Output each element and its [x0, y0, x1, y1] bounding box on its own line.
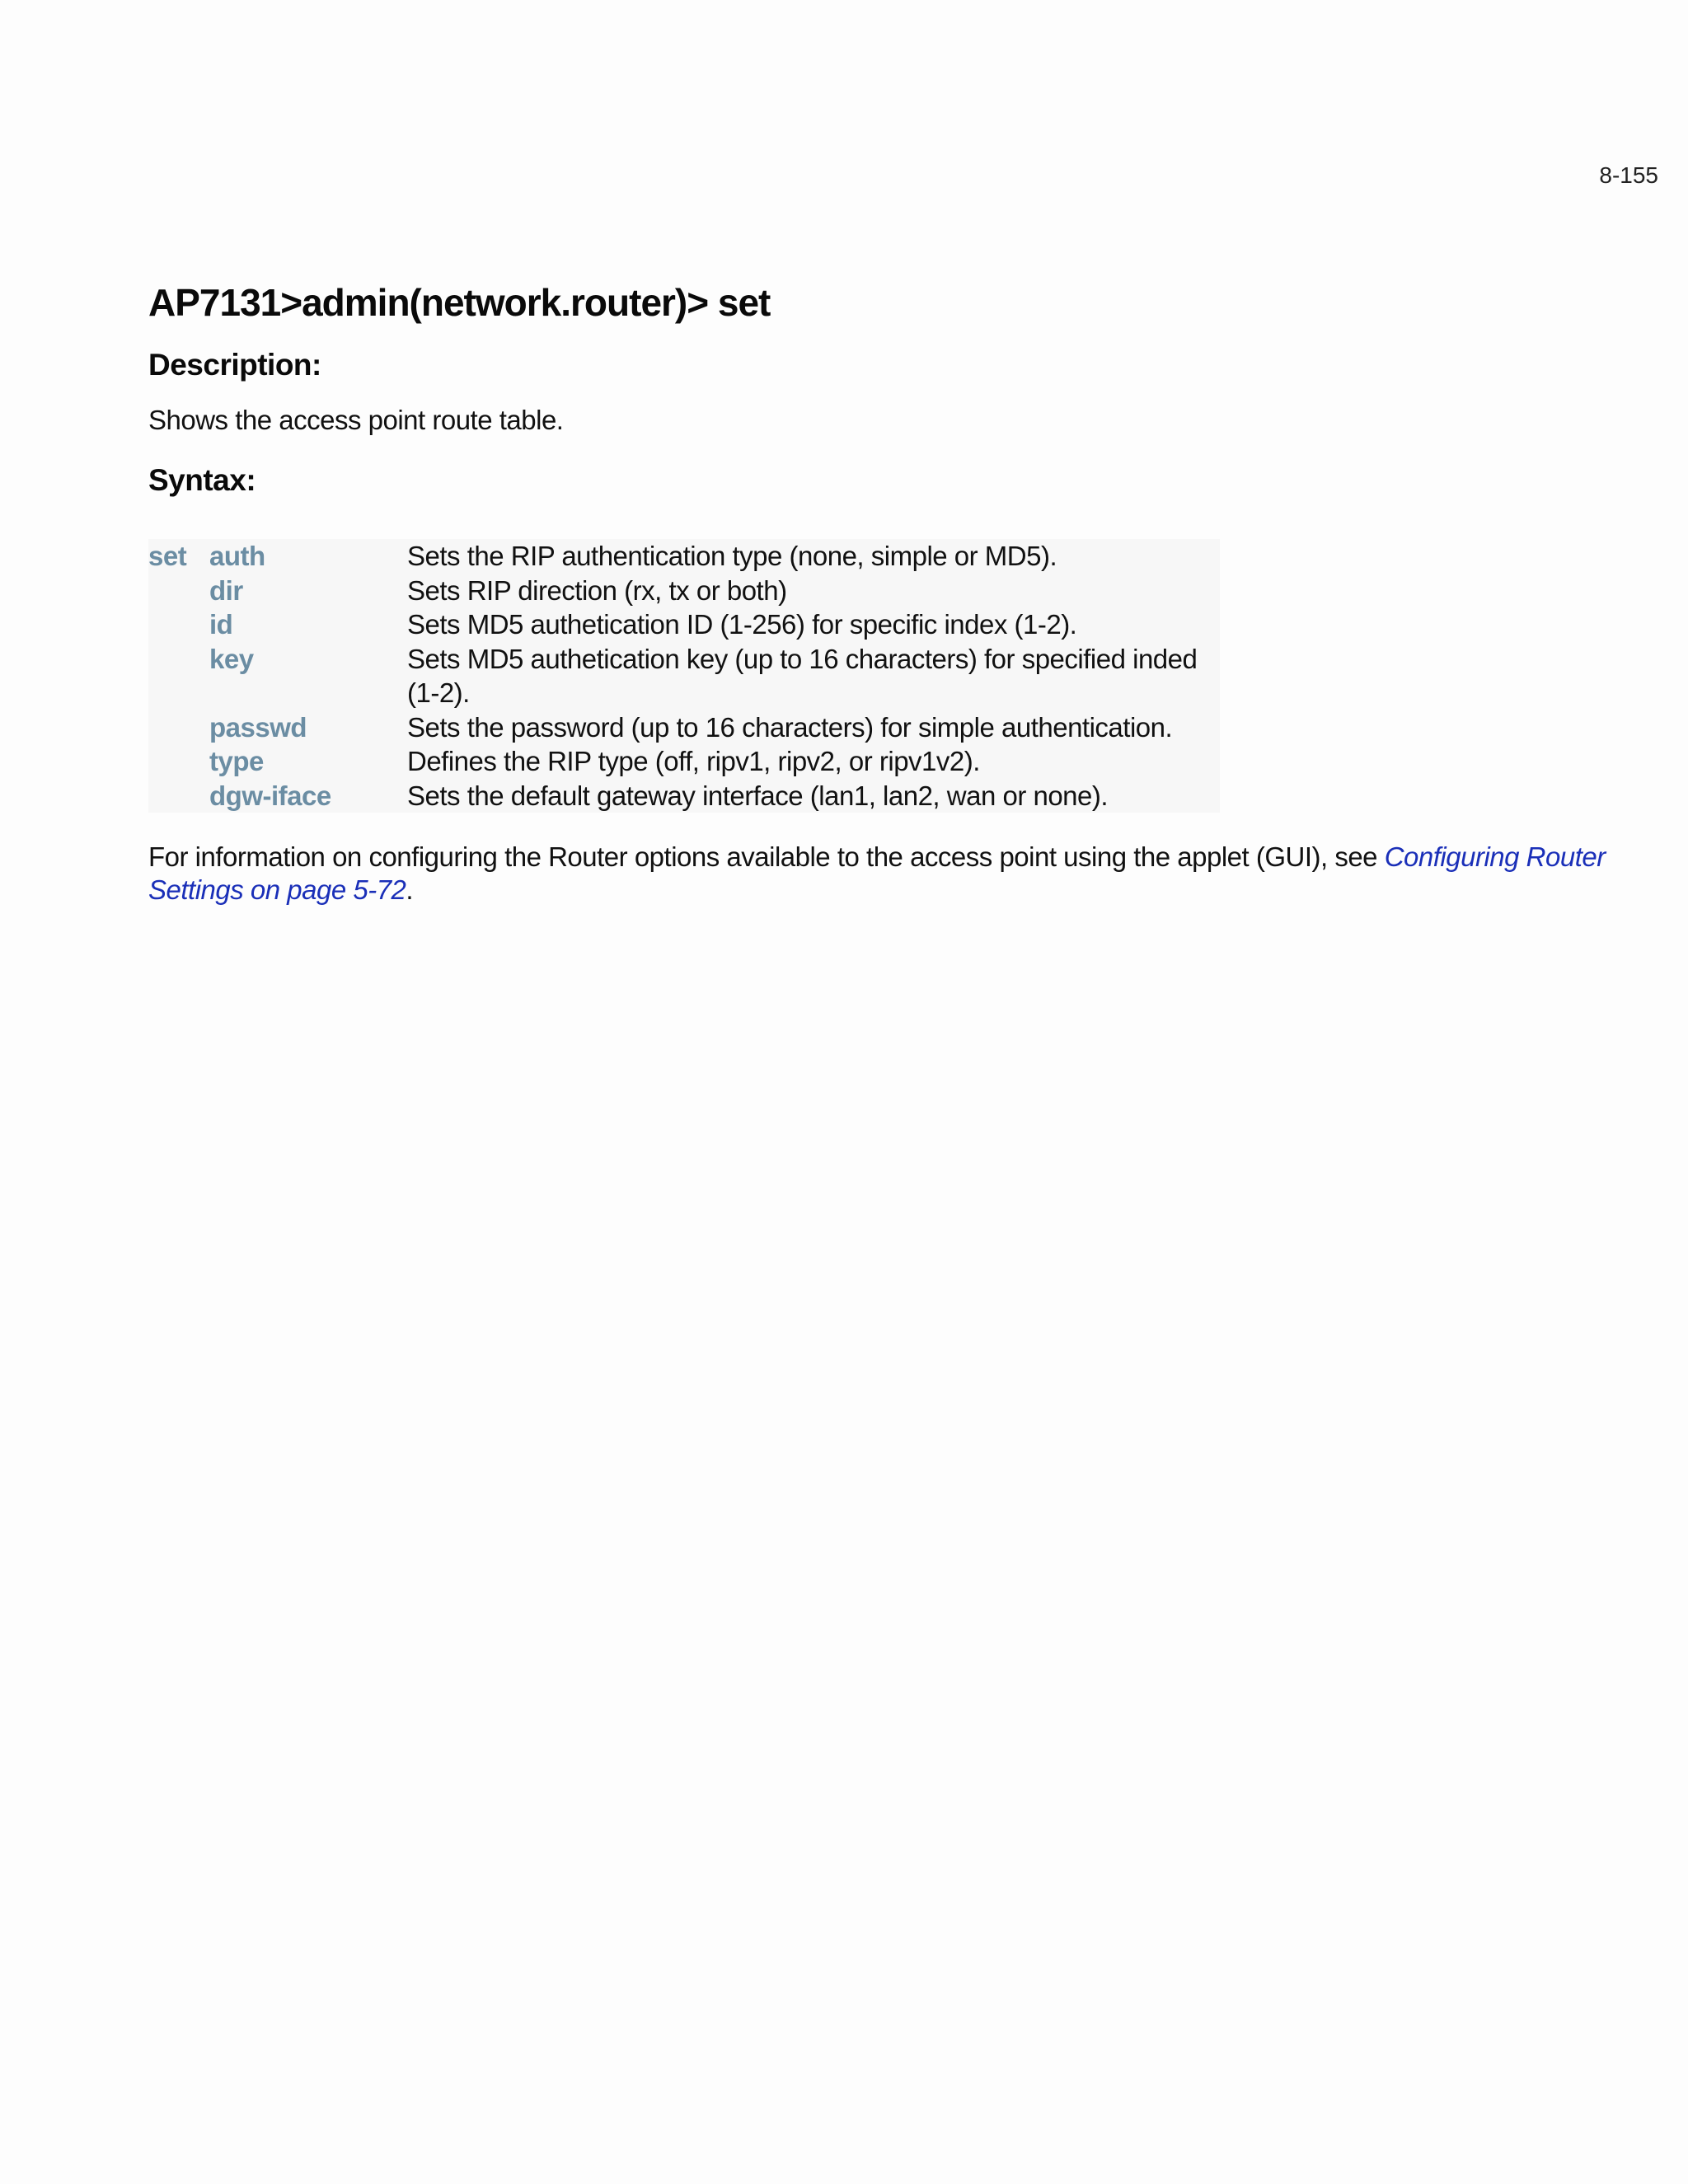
page-title: AP7131>admin(network.router)> set: [148, 281, 771, 324]
syntax-description: Sets RIP direction (rx, tx or both): [407, 574, 787, 606]
description-heading: Description:: [148, 348, 321, 382]
syntax-description: Sets MD5 authetication key (up to 16 characters) for specified inded (1-2).: [407, 643, 1198, 708]
syntax-subcommand: passwd: [209, 711, 307, 743]
syntax-description: Defines the RIP type (off, ripv1, ripv2, or ripv1v2).: [407, 746, 980, 776]
page-content: [148, 280, 1615, 933]
syntax-row: [148, 607, 1220, 642]
cross-reference-link[interactable]: Configuring Router Settings on page 5-72: [148, 841, 1606, 905]
footer-note-period: .: [406, 874, 414, 905]
syntax-row: [148, 744, 1220, 779]
syntax-row: [148, 710, 1220, 745]
page-number: 8-155: [1599, 162, 1658, 188]
syntax-subcommand: id: [209, 609, 233, 640]
syntax-row: [148, 779, 1220, 813]
syntax-subcommand: dir: [209, 574, 243, 606]
footer-note: [148, 841, 1615, 907]
syntax-description: Sets the default gateway interface (lan1, lan2, wan or none).: [407, 780, 1109, 811]
syntax-description: Sets the RIP authentication type (none, simple or MD5).: [407, 541, 1057, 571]
syntax-subcommand: key: [209, 643, 254, 674]
syntax-table: [148, 539, 1220, 813]
footer-note-text: For information on configuring the Router options available to the access point using the applet (GUI), see: [148, 841, 1385, 872]
syntax-description: Sets the password (up to 16 characters) for simple authentication.: [407, 711, 1173, 743]
syntax-subcommand: type: [209, 746, 264, 776]
syntax-subcommand: auth: [209, 541, 265, 571]
syntax-row: [148, 642, 1220, 710]
syntax-subcommand: dgw-iface: [209, 780, 331, 811]
syntax-description: Sets MD5 authetication ID (1-256) for specific index (1-2).: [407, 609, 1077, 640]
syntax-row: [148, 539, 1220, 574]
syntax-row: [148, 574, 1220, 608]
description-text: Shows the access point route table.: [148, 405, 564, 435]
syntax-command: set: [148, 541, 187, 571]
syntax-heading: Syntax:: [148, 463, 256, 497]
